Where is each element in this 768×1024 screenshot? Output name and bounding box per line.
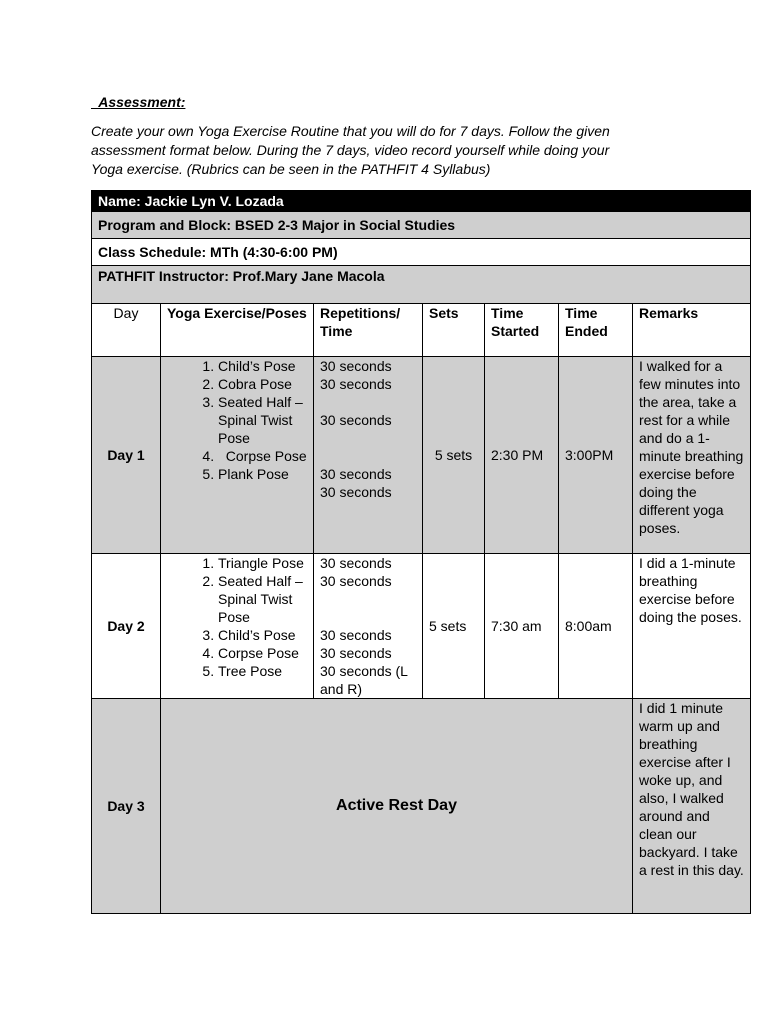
day-label: Day 1 [92,357,161,554]
assessment-heading: Assessment: [91,94,186,110]
remarks-value: I walked for a few minutes into the area, take a rest for a while and do a 1-minute breathing exercise before doing the different yoga poses. [633,357,751,554]
remarks-value: I did a 1-minute breathing exercise before doing the poses. [633,554,751,699]
pose-item: 1. Triangle Pose [218,554,307,572]
pose-item: 3. Child’s Pose [218,626,307,644]
day-2-row [92,554,751,699]
assessment-instructions [91,122,691,179]
pose-list [167,554,307,680]
active-rest-day: Active Rest Day [161,699,633,914]
pose-item: 3. Seated Half – Spinal Twist Pose [218,393,307,447]
rep-value: 30 seconds [320,573,392,589]
reps-cell [314,357,423,554]
header-remarks: Remarks [633,304,751,357]
time-ended-value: 3:00PM [559,357,633,554]
rep-value: 30 seconds [320,466,392,482]
day-3-row [92,699,751,914]
pose-item: 4. Corpse Pose [218,447,307,465]
sets-value: 5 sets [423,357,485,554]
header-time-started: Time Started [485,304,559,357]
pose-item: 5. Plank Pose [218,465,307,483]
rep-value: 30 seconds [320,376,392,392]
header-reps: Repetitions/ Time [314,304,423,357]
pose-item: 2. Cobra Pose [218,375,307,393]
rep-value: 30 seconds [320,484,392,500]
instruction-line: assessment format below. During the 7 days, video record yourself while doing your [91,142,610,158]
poses-cell [161,357,314,554]
reps-cell [314,554,423,699]
rep-value: 30 seconds (L and R) [320,663,408,697]
poses-cell [161,554,314,699]
rep-value: 30 seconds [320,645,392,661]
column-header-row [92,304,751,357]
day-label: Day 2 [92,554,161,699]
pose-list [167,357,307,483]
class-schedule: Class Schedule: MTh (4:30-6:00 PM) [92,239,751,266]
student-name: Name: Jackie Lyn V. Lozada [92,191,751,212]
day-label: Day 3 [92,699,161,914]
time-ended-value: 8:00am [559,554,633,699]
pose-item: 1. Child’s Pose [218,357,307,375]
rep-value: 30 seconds [320,555,392,571]
sets-value: 5 sets [423,554,485,699]
program-and-block: Program and Block: BSED 2-3 Major in Social Studies [92,212,751,239]
header-sets: Sets [423,304,485,357]
time-started-value: 2:30 PM [485,357,559,554]
header-poses: Yoga Exercise/Poses [161,304,314,357]
rep-value: 30 seconds [320,412,392,428]
instruction-line: Create your own Yoga Exercise Routine that you will do for 7 days. Follow the given [91,123,610,139]
remarks-value: I did 1 minute warm up and breathing exercise after I woke up, and also, I walked around and clean our backyard. I take a rest in this day. [633,699,751,914]
pose-item: 2. Seated Half – Spinal Twist Pose [218,572,307,626]
pose-item: 4. Corpse Pose [218,644,307,662]
pose-item: 5. Tree Pose [218,662,307,680]
time-started-value: 7:30 am [485,554,559,699]
instruction-line: Yoga exercise. (Rubrics can be seen in the PATHFIT 4 Syllabus) [91,161,491,177]
header-time-ended: Time Ended [559,304,633,357]
day-1-row [92,357,751,554]
rep-value: 30 seconds [320,627,392,643]
rep-value: 30 seconds [320,358,392,374]
header-day: Day [92,304,161,357]
yoga-routine-table [91,190,751,914]
pathfit-instructor: PATHFIT Instructor: Prof.Mary Jane Macola [92,266,751,304]
